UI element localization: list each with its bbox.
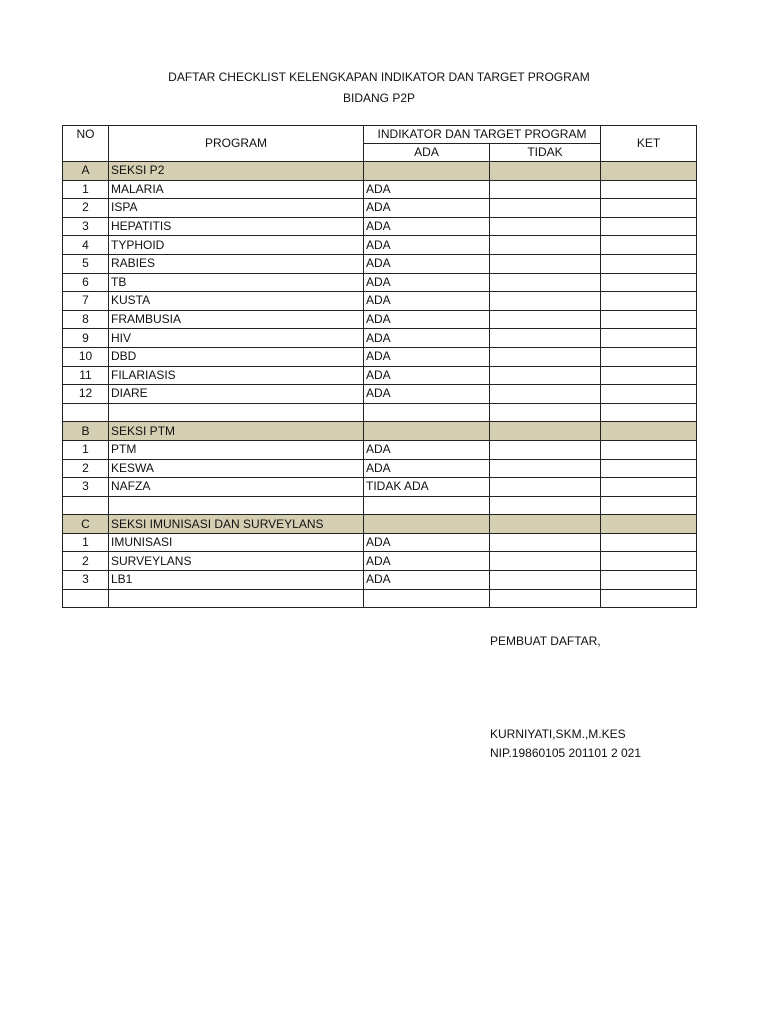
section-name: SEKSI PTM [109, 422, 364, 441]
ket-cell [601, 478, 697, 497]
row-number: 11 [63, 366, 109, 385]
table-row [63, 199, 697, 218]
program-name: ISPA [109, 199, 364, 218]
program-name: IMUNISASI [109, 533, 364, 552]
header-indikator: INDIKATOR DAN TARGET PROGRAM [364, 126, 601, 144]
tidak-cell [490, 366, 601, 385]
row-number: 9 [63, 329, 109, 348]
section-name: SEKSI IMUNISASI DAN SURVEYLANS [109, 515, 364, 534]
ket-cell [601, 180, 697, 199]
program-name: TB [109, 273, 364, 292]
ket-cell [601, 347, 697, 366]
row-number: 4 [63, 236, 109, 255]
ada-cell: ADA [364, 273, 490, 292]
table-row [63, 329, 697, 348]
empty-cell [109, 403, 364, 422]
ada-cell: ADA [364, 459, 490, 478]
program-name: SURVEYLANS [109, 552, 364, 571]
header-no: NO [63, 126, 109, 144]
ada-cell: ADA [364, 254, 490, 273]
ada-cell: ADA [364, 217, 490, 236]
section-code: B [63, 422, 109, 441]
row-number: 3 [63, 478, 109, 497]
ket-cell [601, 385, 697, 404]
row-number: 7 [63, 292, 109, 311]
program-name: RABIES [109, 254, 364, 273]
row-number: 3 [63, 217, 109, 236]
row-number: 3 [63, 571, 109, 590]
ada-cell [364, 422, 490, 441]
empty-cell [364, 496, 490, 515]
document-subtitle: BIDANG P2P [342, 91, 416, 105]
section-name: SEKSI P2 [109, 162, 364, 181]
empty-row [63, 589, 697, 608]
ket-cell [601, 533, 697, 552]
empty-cell [601, 496, 697, 515]
empty-cell [63, 496, 109, 515]
ket-cell [601, 254, 697, 273]
ada-cell [364, 515, 490, 534]
tidak-cell [490, 180, 601, 199]
tidak-cell [490, 347, 601, 366]
table-row [63, 292, 697, 311]
header-ada: ADA [364, 144, 490, 162]
tidak-cell [490, 199, 601, 218]
signature-nip: NIP.19860105 201101 2 021 [490, 746, 642, 760]
tidak-cell [490, 552, 601, 571]
section-row [63, 422, 697, 441]
tidak-cell [490, 162, 601, 181]
program-name: HIV [109, 329, 364, 348]
program-name: FRAMBUSIA [109, 310, 364, 329]
ada-cell: ADA [364, 329, 490, 348]
ket-cell [601, 422, 697, 441]
ket-cell [601, 366, 697, 385]
table-row [63, 310, 697, 329]
ket-cell [601, 571, 697, 590]
ada-cell: ADA [364, 366, 490, 385]
tidak-cell [490, 329, 601, 348]
ada-cell: ADA [364, 180, 490, 199]
table-row [63, 385, 697, 404]
section-code: A [63, 162, 109, 181]
row-number: 2 [63, 552, 109, 571]
table-row [63, 533, 697, 552]
ada-cell: ADA [364, 440, 490, 459]
document-title: DAFTAR CHECKLIST KELENGKAPAN INDIKATOR DAN TARGET PROGRAM [168, 70, 590, 84]
ket-cell [601, 162, 697, 181]
signature-label: PEMBUAT DAFTAR, [490, 634, 601, 648]
tidak-cell [490, 273, 601, 292]
header-tidak: TIDAK [490, 144, 601, 162]
tidak-cell [490, 440, 601, 459]
row-number: 2 [63, 199, 109, 218]
empty-cell [63, 403, 109, 422]
program-name: KESWA [109, 459, 364, 478]
program-name: DBD [109, 347, 364, 366]
ada-cell: ADA [364, 533, 490, 552]
table-row [63, 273, 697, 292]
table-row [63, 440, 697, 459]
program-name: DIARE [109, 385, 364, 404]
tidak-cell [490, 217, 601, 236]
row-number: 2 [63, 459, 109, 478]
row-number: 8 [63, 310, 109, 329]
checklist-table [62, 125, 697, 608]
row-number: 5 [63, 254, 109, 273]
empty-cell [364, 589, 490, 608]
empty-row [63, 496, 697, 515]
tidak-cell [490, 533, 601, 552]
empty-row [63, 403, 697, 422]
tidak-cell [490, 422, 601, 441]
ada-cell: ADA [364, 292, 490, 311]
ada-cell: ADA [364, 199, 490, 218]
empty-cell [490, 496, 601, 515]
row-number: 1 [63, 440, 109, 459]
program-name: MALARIA [109, 180, 364, 199]
tidak-cell [490, 254, 601, 273]
section-row [63, 515, 697, 534]
table-row [63, 459, 697, 478]
program-name: NAFZA [109, 478, 364, 497]
ada-cell: ADA [364, 571, 490, 590]
program-name: LB1 [109, 571, 364, 590]
program-name: TYPHOID [109, 236, 364, 255]
header-program: PROGRAM [109, 126, 364, 162]
empty-cell [490, 589, 601, 608]
ada-cell: ADA [364, 310, 490, 329]
ket-cell [601, 459, 697, 478]
section-code: C [63, 515, 109, 534]
ket-cell [601, 440, 697, 459]
ada-cell [364, 162, 490, 181]
empty-cell [63, 589, 109, 608]
tidak-cell [490, 478, 601, 497]
tidak-cell [490, 571, 601, 590]
ket-cell [601, 515, 697, 534]
row-number: 1 [63, 533, 109, 552]
tidak-cell [490, 459, 601, 478]
tidak-cell [490, 236, 601, 255]
ket-cell [601, 310, 697, 329]
row-number: 6 [63, 273, 109, 292]
section-row [63, 162, 697, 181]
ket-cell [601, 236, 697, 255]
ket-cell [601, 292, 697, 311]
table-row [63, 236, 697, 255]
tidak-cell [490, 292, 601, 311]
table-row [63, 571, 697, 590]
ada-cell: ADA [364, 347, 490, 366]
empty-cell [601, 589, 697, 608]
empty-cell [364, 403, 490, 422]
empty-cell [490, 403, 601, 422]
header-no-continued [63, 144, 109, 162]
tidak-cell [490, 310, 601, 329]
ket-cell [601, 329, 697, 348]
ket-cell [601, 217, 697, 236]
program-name: HEPATITIS [109, 217, 364, 236]
ket-cell [601, 552, 697, 571]
tidak-cell [490, 515, 601, 534]
empty-cell [109, 496, 364, 515]
signature-name: KURNIYATI,SKM.,M.KES [490, 727, 626, 741]
empty-cell [109, 589, 364, 608]
program-name: FILARIASIS [109, 366, 364, 385]
ket-cell [601, 199, 697, 218]
table-row [63, 347, 697, 366]
ada-cell: ADA [364, 552, 490, 571]
row-number: 10 [63, 347, 109, 366]
program-name: PTM [109, 440, 364, 459]
table-row [63, 254, 697, 273]
ada-cell: ADA [364, 385, 490, 404]
ada-cell: ADA [364, 236, 490, 255]
ada-cell: TIDAK ADA [364, 478, 490, 497]
program-name: KUSTA [109, 292, 364, 311]
table-row [63, 217, 697, 236]
table-row [63, 552, 697, 571]
table-row [63, 180, 697, 199]
header-ket: KET [601, 126, 697, 162]
table-row [63, 478, 697, 497]
row-number: 1 [63, 180, 109, 199]
table-row [63, 366, 697, 385]
ket-cell [601, 273, 697, 292]
row-number: 12 [63, 385, 109, 404]
empty-cell [601, 403, 697, 422]
tidak-cell [490, 385, 601, 404]
